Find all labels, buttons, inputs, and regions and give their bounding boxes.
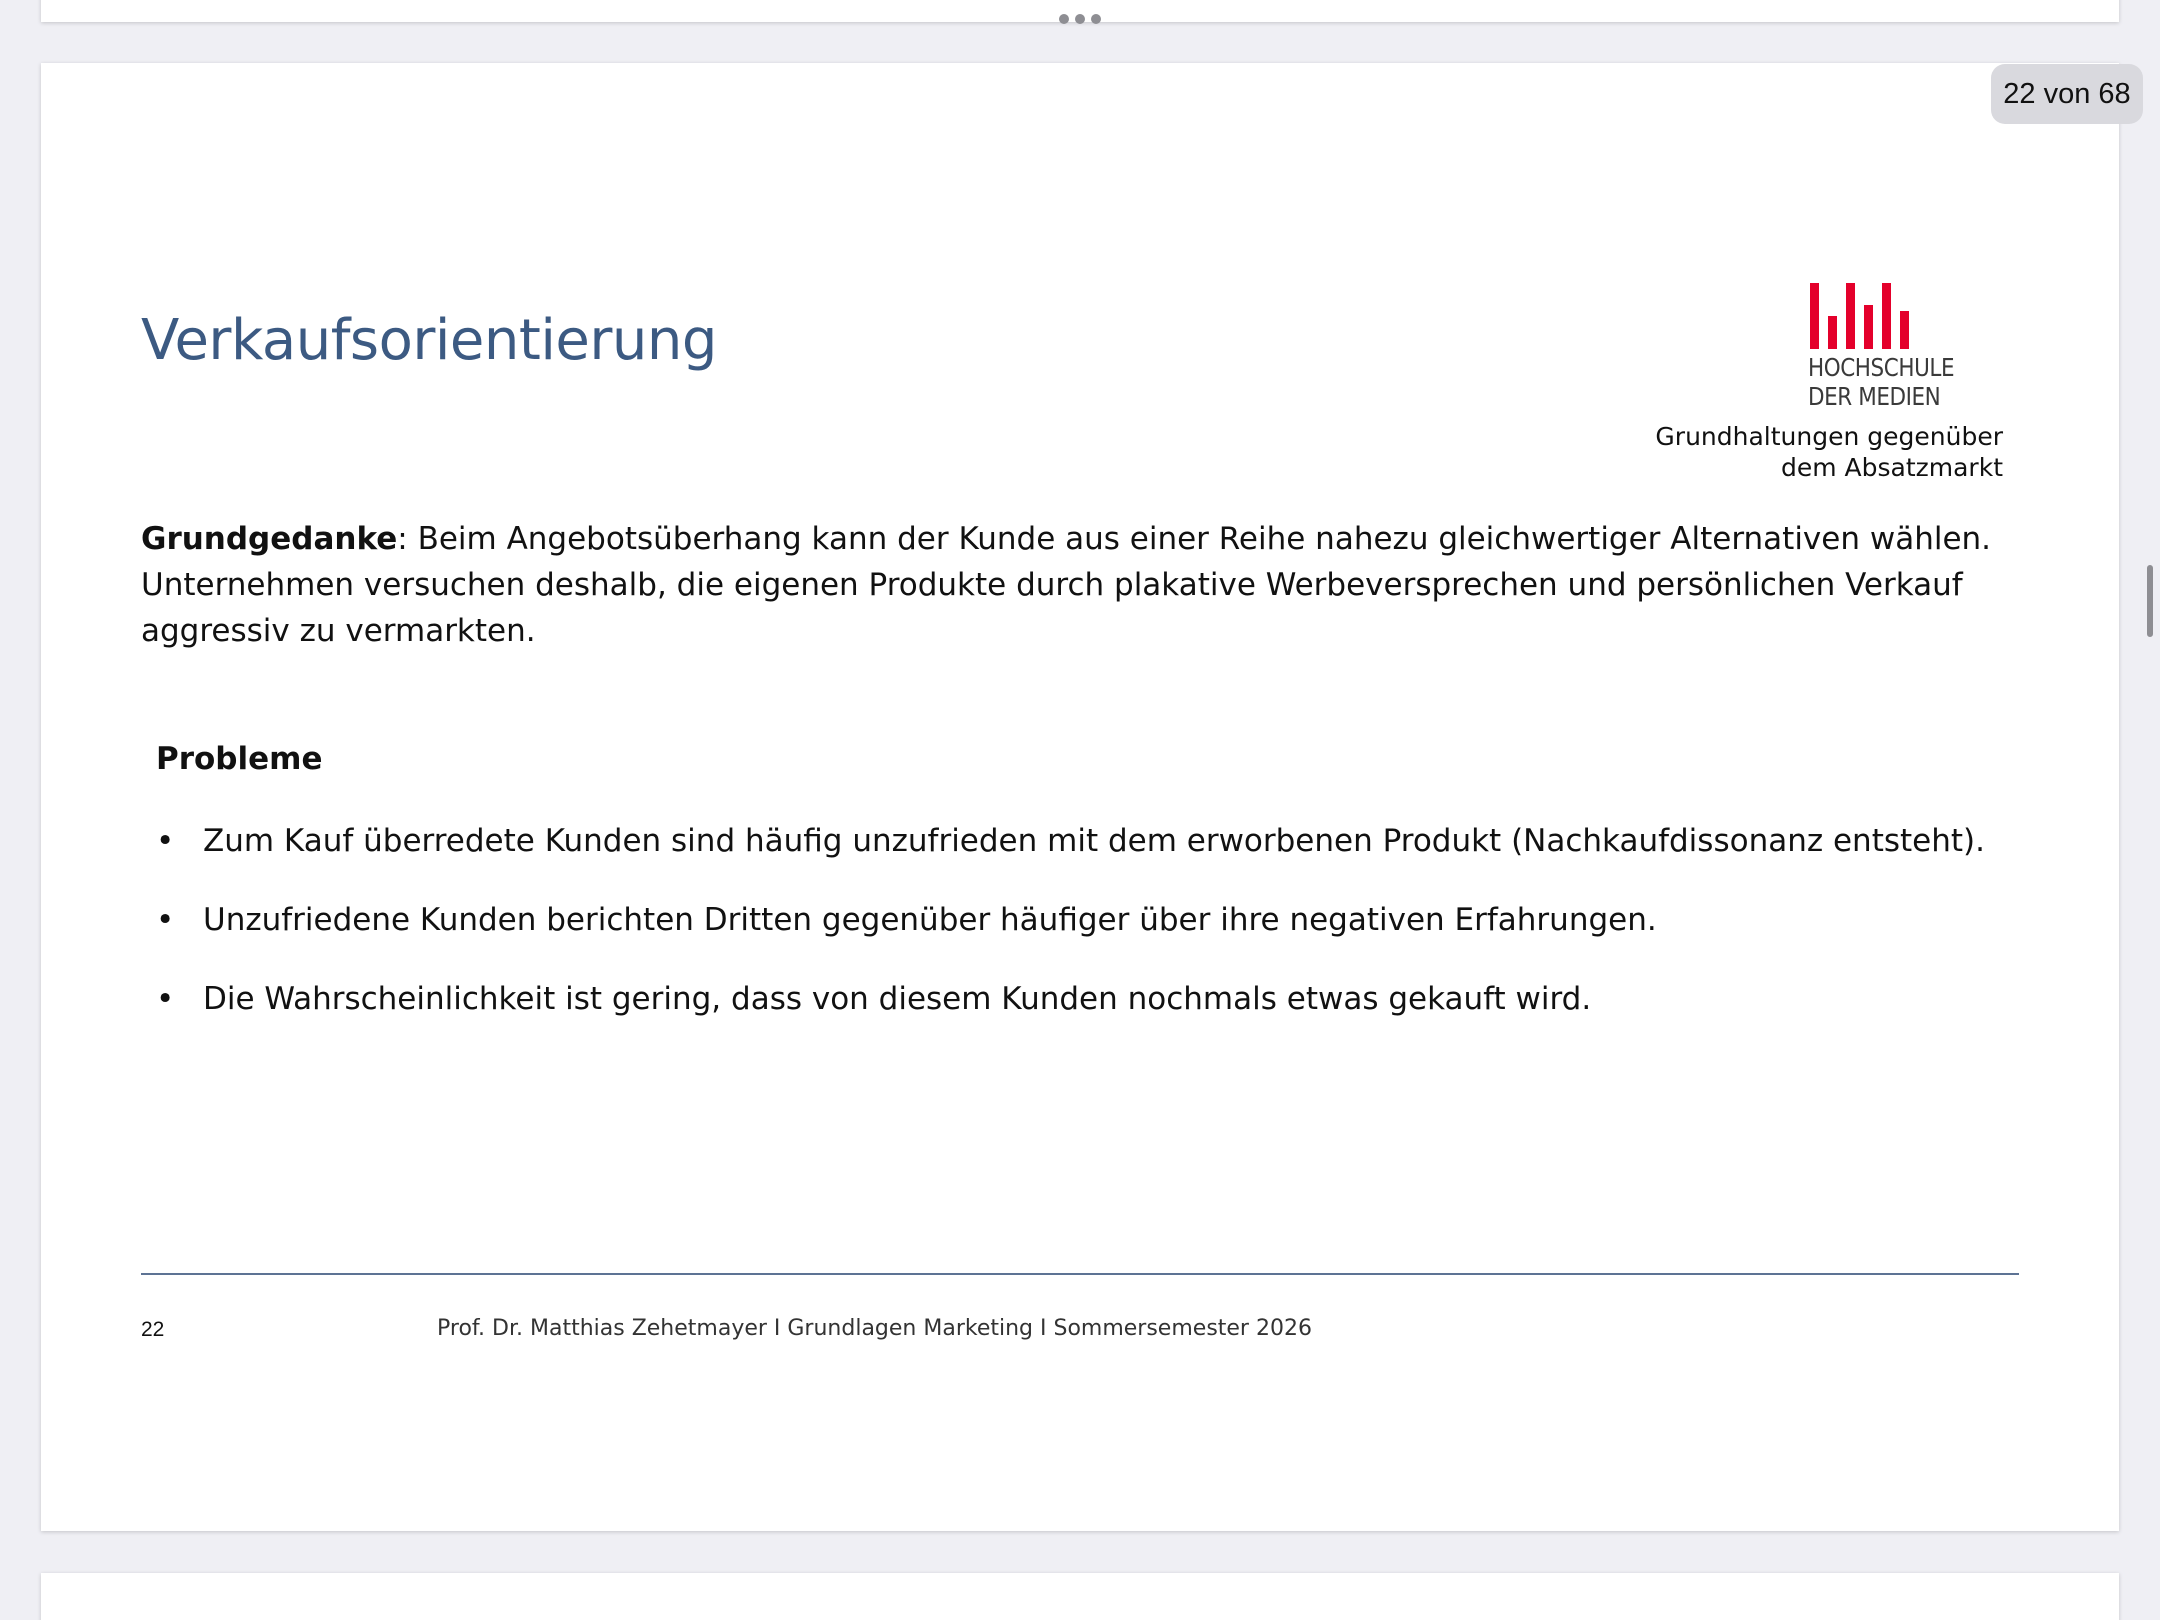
intro-label: Grundgedanke (141, 521, 398, 557)
logo-text-line2: DER MEDIEN (1808, 382, 1941, 411)
list-item-text: Die Wahrscheinlichkeit ist gering, dass von diesem Kunden nochmals etwas gekauft wird. (203, 981, 1592, 1017)
scrollbar-thumb[interactable] (2147, 565, 2153, 637)
list-item (156, 818, 1985, 897)
problems-heading: Probleme (156, 741, 323, 777)
intro-paragraph (141, 516, 2041, 654)
list-item-text: Zum Kauf überredete Kunden sind häufig unzufrieden mit dem erworbenen Produkt (Nachkaufdissonanz entsteht). (203, 823, 1985, 859)
list-item (156, 976, 1985, 1055)
slide-title: Verkaufsorientierung (141, 308, 717, 373)
subtitle-line2: dem Absatzmarkt (1780, 453, 2003, 482)
bullet-icon: • (156, 902, 175, 938)
bullet-icon: • (156, 823, 175, 859)
intro-line2: Unternehmen versuchen deshalb, die eigenen Produkte durch plakative Werbeversprechen und persönlichen Verkauf (141, 567, 1963, 603)
problems-list (156, 818, 1985, 1055)
footer-divider (141, 1273, 2019, 1275)
university-logo (1808, 283, 1958, 411)
page-indicator: 22 von 68 (1991, 64, 2143, 124)
list-item-text: Unzufriedene Kunden berichten Dritten gegenüber häufiger über ihre negativen Erfahrungen. (203, 902, 1657, 938)
list-item (156, 897, 1985, 976)
intro-line3: aggressiv zu vermarkten. (141, 613, 536, 649)
footer-text: Prof. Dr. Matthias Zehetmayer I Grundlagen Marketing I Sommersemester 2026 (437, 1316, 1312, 1341)
bullet-icon: • (156, 981, 175, 1017)
logo-text-line1: HOCHSCHULE (1808, 353, 1955, 382)
intro-line1: : Beim Angebotsüberhang kann der Kunde aus einer Reihe nahezu gleichwertiger Alternativen wählen. (397, 521, 1992, 557)
subtitle-line1: Grundhaltungen gegenüber (1655, 422, 2003, 451)
footer-page-number: 22 (141, 1318, 165, 1341)
slide-subtitle (1655, 421, 2003, 483)
more-options-icon[interactable] (1055, 12, 1105, 26)
next-page[interactable] (41, 1573, 2119, 1620)
logo-bars-icon (1808, 283, 1920, 349)
